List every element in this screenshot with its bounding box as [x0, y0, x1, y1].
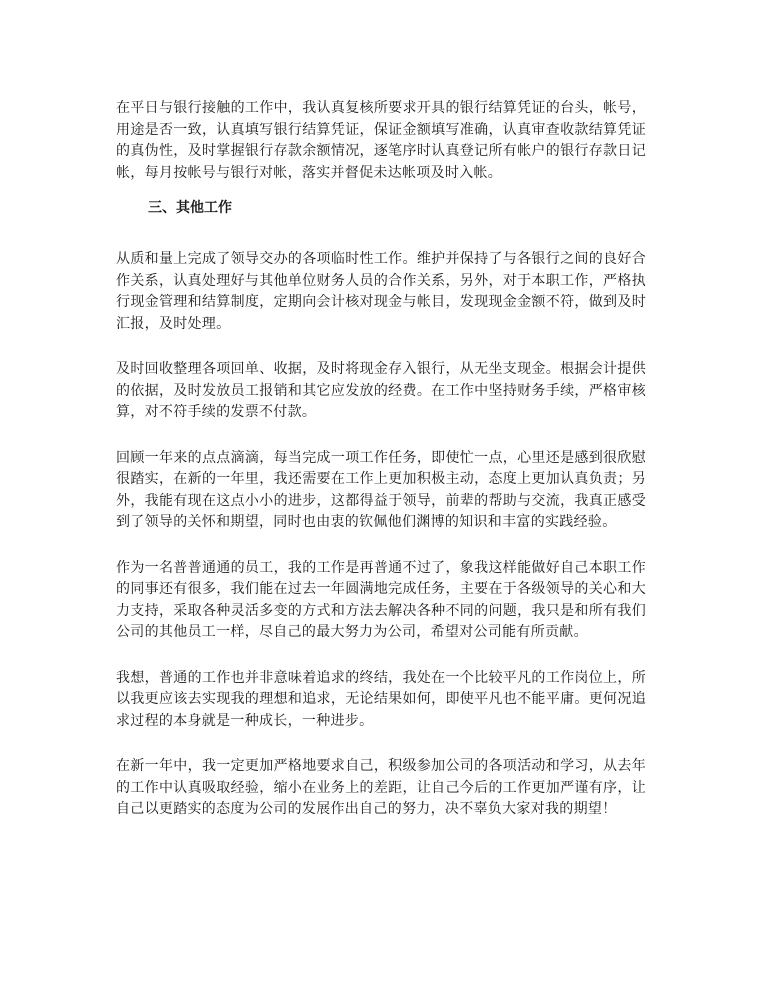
- paragraph-new-year: 在新一年中，我一定更加严格地要求自己，积级参加公司的各项活动和学习，从去年的工作中认真吸取经验，缩小在业务上的差距，让自己今后的工作更加严谨有序，让自己以更踏实的态度为公司的发展作出自己的努力，决不辜负大家对我的期望！: [116, 758, 646, 817]
- paragraph-review-year: 回顾一年来的点点滴滴，每当完成一项工作任务，即使忙一点，心里还是感到很欣慰很踏实，在新的一年里，我还需要在工作上更加积极主动，态度上更加认真负责；另外，我能有现在这点小小的进步，这都得益于领导，前辈的帮助与交流，我真正感受到了领导的关怀和期望，同时也由衷的钦佩他们渊博的知识和丰富的实践经验。: [116, 449, 646, 530]
- paragraph-bank-work: 在平日与银行接触的工作中，我认真复核所要求开具的银行结算凭证的台头，帐号，用途是否一致，认真填写银行结算凭证，保证金额填写准确，认真审查收款结算凭证的真伪性，及时掌握银行存款余额情况，逐笔序时认真登记所有帐户的银行存款日记帐，每月按帐号与银行对帐，落实并督促未达帐项及时入帐。: [116, 100, 646, 181]
- paragraph-pursuit: 我想，普通的工作也并非意味着追求的终结，我处在一个比较平凡的工作岗位上，所以我更应该去实现我的理想和追求，无论结果如何，即使平凡也不能平庸。更何况追求过程的本身就是一种成长，一种进步。: [116, 669, 646, 729]
- paragraph-receipts-cash: 及时回收整理各项回单、收据，及时将现金存入银行，从无坐支现金。根据会计提供的依据，及时发放员工报销和其它应发放的经费。在工作中坚持财务手续，严格审核算，对不符手续的发票不付款。: [116, 361, 646, 420]
- paragraph-ordinary-employee: 作为一名普普通通的员工，我的工作是再普通不过了，象我这样能做好自己本职工作的同事还有很多，我们能在过去一年圆满地完成任务，主要在于各级领导的关心和大力支持，采取各种灵活多变的方式和方法去解决各种不同的问题，我只是和所有我们公司的其他员工一样，尽自己的最大努力为公司，希望对公司能有所贡献。: [116, 559, 646, 640]
- paragraph-temporary-tasks: 从质和量上完成了领导交办的各项临时性工作。维护并保持了与各银行之间的良好合作关系，认真处理好与其他单位财务人员的合作关系，另外，对于本职工作，严格执行现金管理和结算制度，定期向会计核对现金与帐目，发现现金金额不符，做到及时汇报，及时处理。: [116, 251, 646, 332]
- section-heading-other-work: 三、其他工作: [148, 200, 232, 216]
- document-body: [116, 98, 646, 821]
